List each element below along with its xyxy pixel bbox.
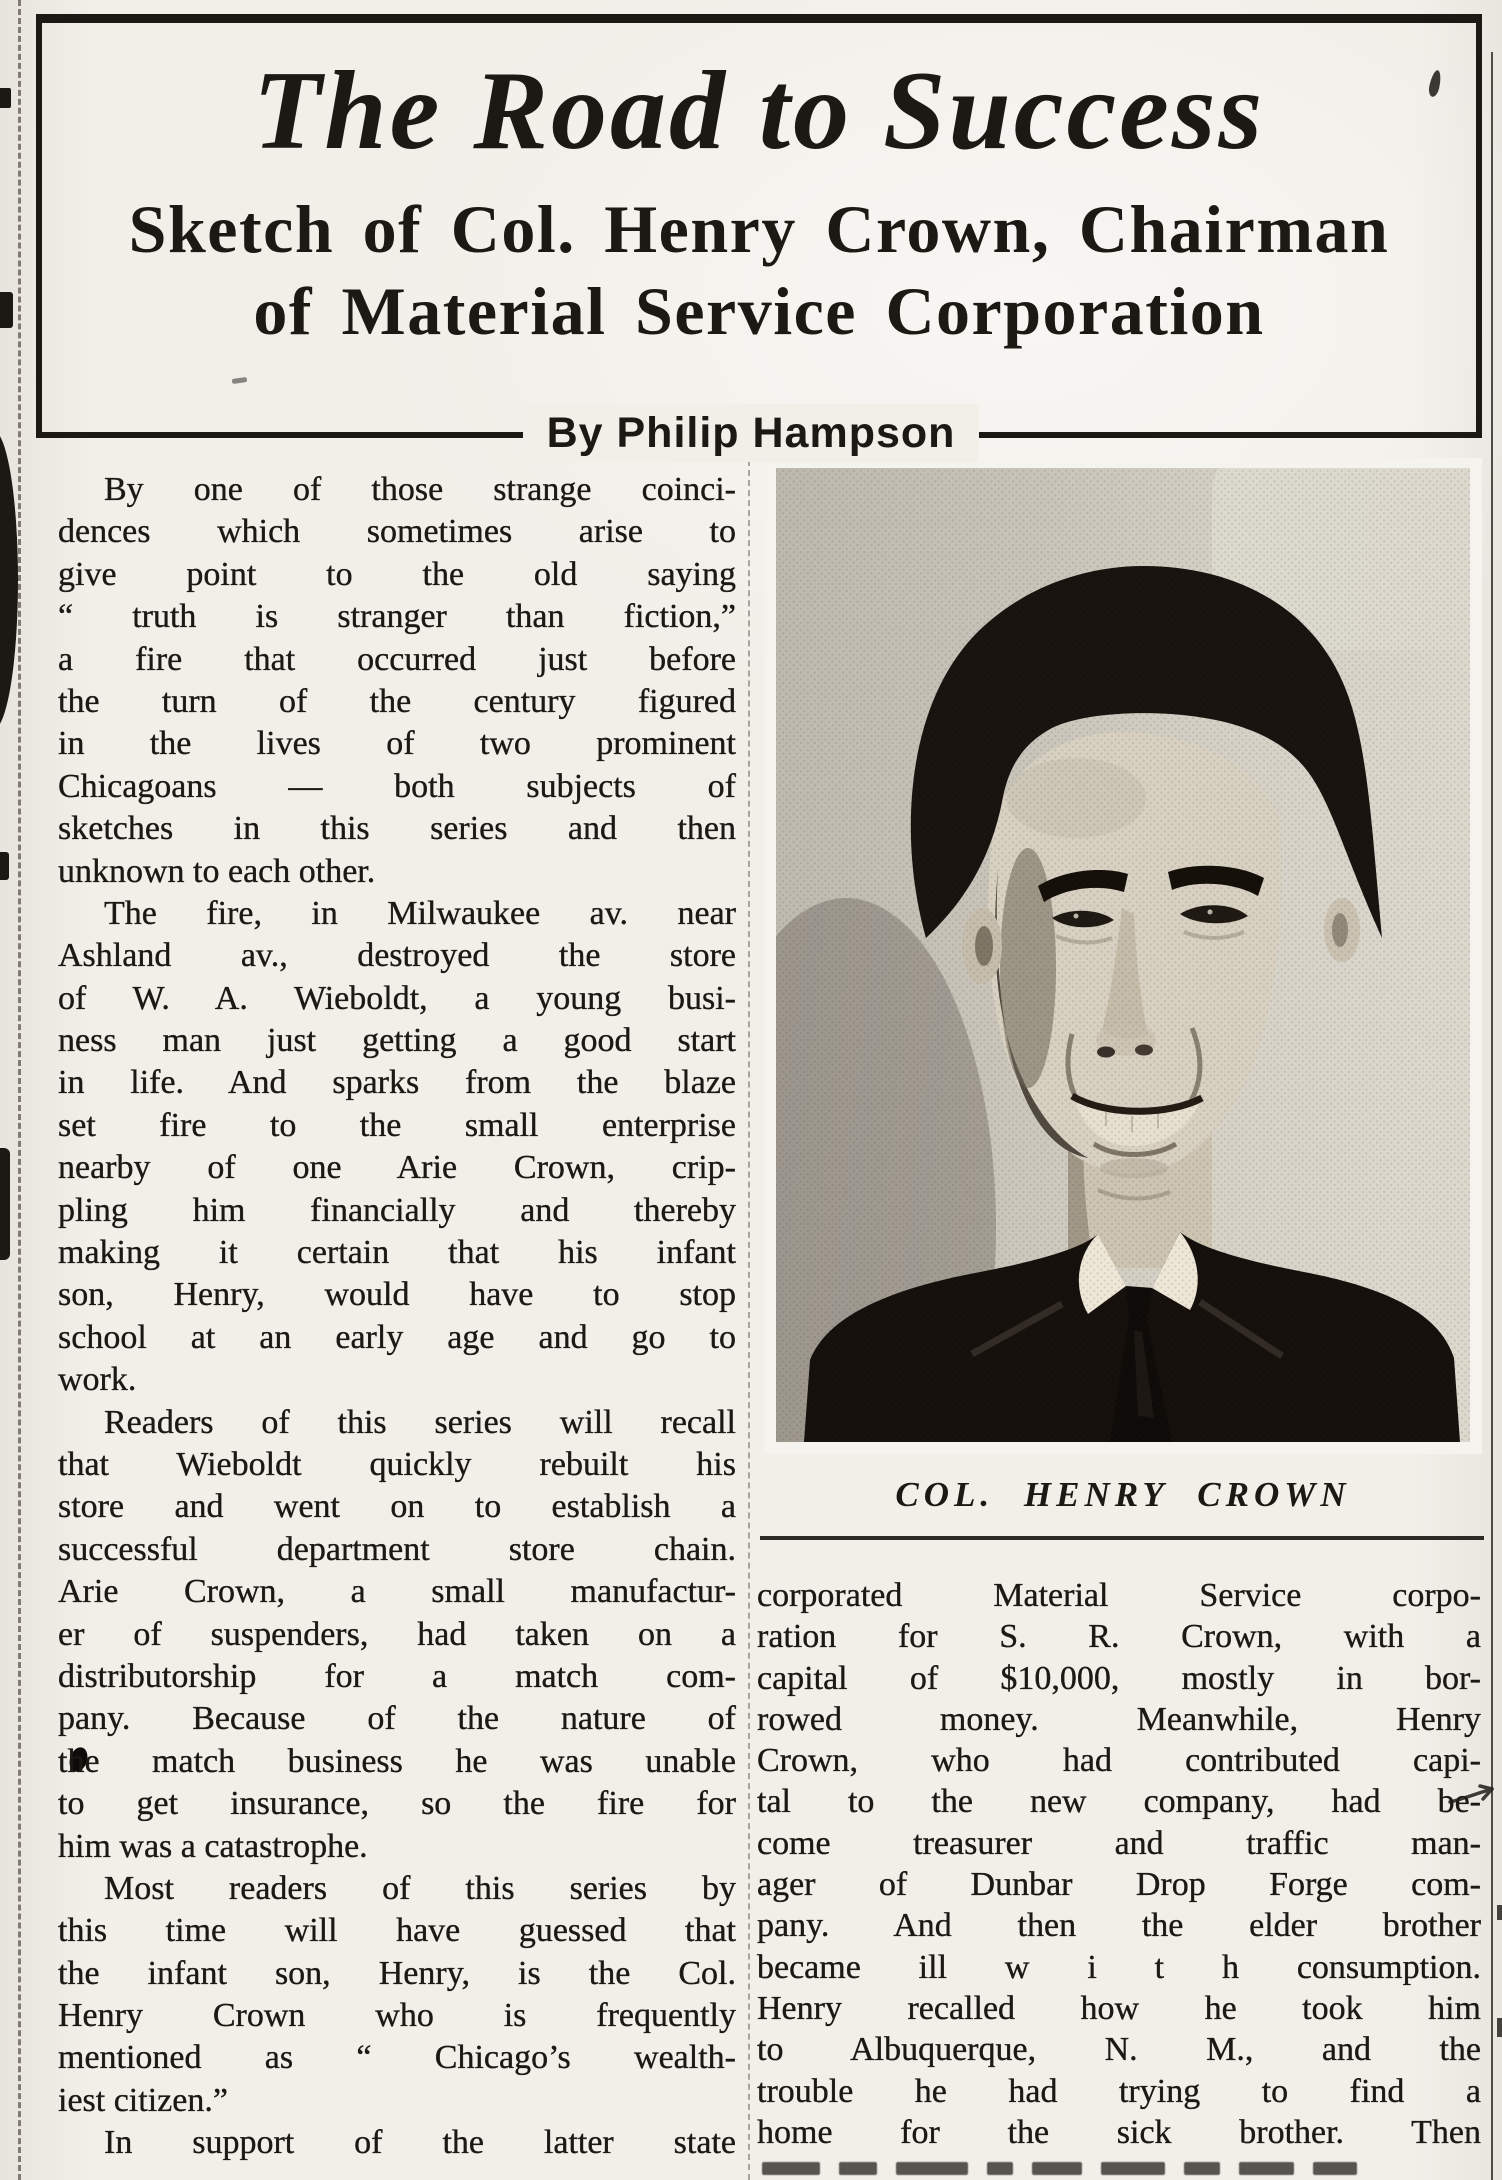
body-column-left	[58, 469, 736, 2165]
article-subtitle-line1: Sketch of Col. Henry Crown, Chairman	[128, 190, 1390, 267]
text-line: come treasurer and traffic man-	[757, 1824, 1481, 1862]
text-line: dences which sometimes arise to	[58, 513, 736, 551]
article-title: The Road to Success	[252, 49, 1266, 173]
column-divider-rule	[748, 460, 750, 2180]
text-line: the infant son, Henry, is the Col.	[58, 1954, 736, 1992]
text-line: home for the sick brother. Then	[757, 2113, 1481, 2151]
paragraph	[757, 1575, 1481, 2153]
portrait-photo-image	[776, 468, 1470, 1442]
text-line: ration for S. R. Crown, with a	[757, 1618, 1481, 1656]
byline	[0, 404, 1502, 462]
text-line: By one of those strange coinci-	[104, 471, 736, 508]
text-line: mentioned as “ Chicago’s wealth-	[58, 2039, 736, 2077]
text-line: this time will have guessed that	[58, 1912, 736, 1950]
paragraph	[58, 893, 736, 1402]
text-line: corporated Material Service corpo-	[757, 1577, 1481, 1614]
text-line: that Wieboldt quickly rebuilt his	[58, 1445, 736, 1483]
text-line: to Albuquerque, N. M., and the	[757, 2031, 1481, 2069]
clipped-glyph-fragment	[0, 292, 13, 328]
text-line: ness man just getting a good start	[58, 1022, 736, 1060]
text-line: in the lives of two prominent	[58, 725, 736, 763]
clipped-glyph-fragment	[0, 88, 11, 108]
headline-box	[36, 14, 1482, 438]
text-line: in life. And sparks from the blaze	[58, 1064, 736, 1102]
text-line: store and went on to establish a	[58, 1488, 736, 1526]
text-line: give point to the old saying	[58, 555, 736, 593]
paragraph	[58, 1868, 736, 2122]
text-line: of W. A. Wieboldt, a young busi-	[58, 979, 736, 1017]
text-line: Most readers of this series by	[104, 1869, 736, 1907]
article-subtitle-line2: of Material Service Corporation	[253, 272, 1265, 349]
text-line: a fire that occurred just before	[58, 640, 736, 678]
text-line: set fire to the small enterprise	[58, 1106, 736, 1144]
clipped-glyph-fragment	[1497, 2018, 1502, 2037]
text-line: became ill w i t h consumption.	[757, 1948, 1481, 1986]
portrait-photo	[764, 458, 1482, 1454]
text-line: The fire, in Milwaukee av. near	[104, 894, 736, 932]
text-line: pany. And then the elder brother	[757, 1907, 1481, 1945]
paragraph	[58, 1402, 736, 1868]
text-line: distributorship for a match com-	[58, 1657, 736, 1695]
text-line: Arie Crown, a small manufactur-	[58, 1573, 736, 1611]
text-line: er of suspenders, had taken on a	[58, 1615, 736, 1653]
text-line: school at an early age and go to	[58, 1318, 736, 1356]
text-line: ager of Dunbar Drop Forge com-	[757, 1866, 1481, 1904]
text-line: sketches in this series and then	[58, 810, 736, 848]
text-line: son, Henry, would have to stop	[58, 1276, 736, 1314]
text-line: “ truth is stranger than fiction,”	[58, 598, 736, 636]
text-line: Crown, who had contributed capi-	[757, 1742, 1481, 1780]
text-line: Ashland av., destroyed the store	[58, 937, 736, 975]
text-line: In support of the latter state	[104, 2124, 736, 2162]
clipped-glyph-fragment	[1497, 1905, 1502, 1920]
right-edge-column-rule	[1491, 52, 1493, 2180]
photo-caption: COL. HENRY CROWN	[895, 1475, 1351, 1514]
clipped-text-line	[762, 2162, 1482, 2175]
text-line: trouble he had trying to find a	[757, 2072, 1481, 2110]
text-line: successful department store chain.	[58, 1530, 736, 1568]
text-line: to get insurance, so the fire for	[58, 1785, 736, 1823]
text-line: Chicagoans — both subjects of	[58, 767, 736, 805]
clipped-glyph-fragment	[0, 430, 18, 730]
text-line: him was a catastrophe.	[58, 1827, 368, 1865]
text-line: nearby of one Arie Crown, crip-	[58, 1149, 736, 1187]
text-line: Henry recalled how he took him	[757, 1989, 1481, 2027]
paragraph	[58, 469, 736, 893]
text-line: unknown to each other.	[58, 852, 376, 890]
text-line: Henry Crown who is frequently	[58, 1997, 736, 2035]
byline-text: By Philip Hampson	[523, 404, 980, 462]
paragraph	[58, 2122, 736, 2164]
clipped-glyph-fragment	[0, 852, 9, 880]
clipped-glyph-fragment	[0, 1148, 10, 1260]
text-line: Readers of this series will recall	[104, 1403, 736, 1441]
body-column-right	[757, 1575, 1481, 2153]
text-line: making it certain that his infant	[58, 1234, 736, 1272]
caption-rule	[760, 1536, 1484, 1540]
text-line: tal to the new company, had be-	[757, 1783, 1481, 1821]
text-line: rowed money. Meanwhile, Henry	[757, 1700, 1481, 1738]
text-line: the match business he was unable	[58, 1742, 736, 1780]
margin-arrow-icon	[1448, 1780, 1500, 1812]
text-line: pling him financially and thereby	[58, 1191, 736, 1229]
left-edge-column-rule	[18, 0, 21, 2180]
text-line: pany. Because of the nature of	[58, 1700, 736, 1738]
text-line: work.	[58, 1361, 137, 1399]
text-line: iest citizen.”	[58, 2081, 228, 2119]
text-line: capital of $10,000, mostly in bor-	[757, 1659, 1481, 1697]
text-line: the turn of the century figured	[58, 682, 736, 720]
